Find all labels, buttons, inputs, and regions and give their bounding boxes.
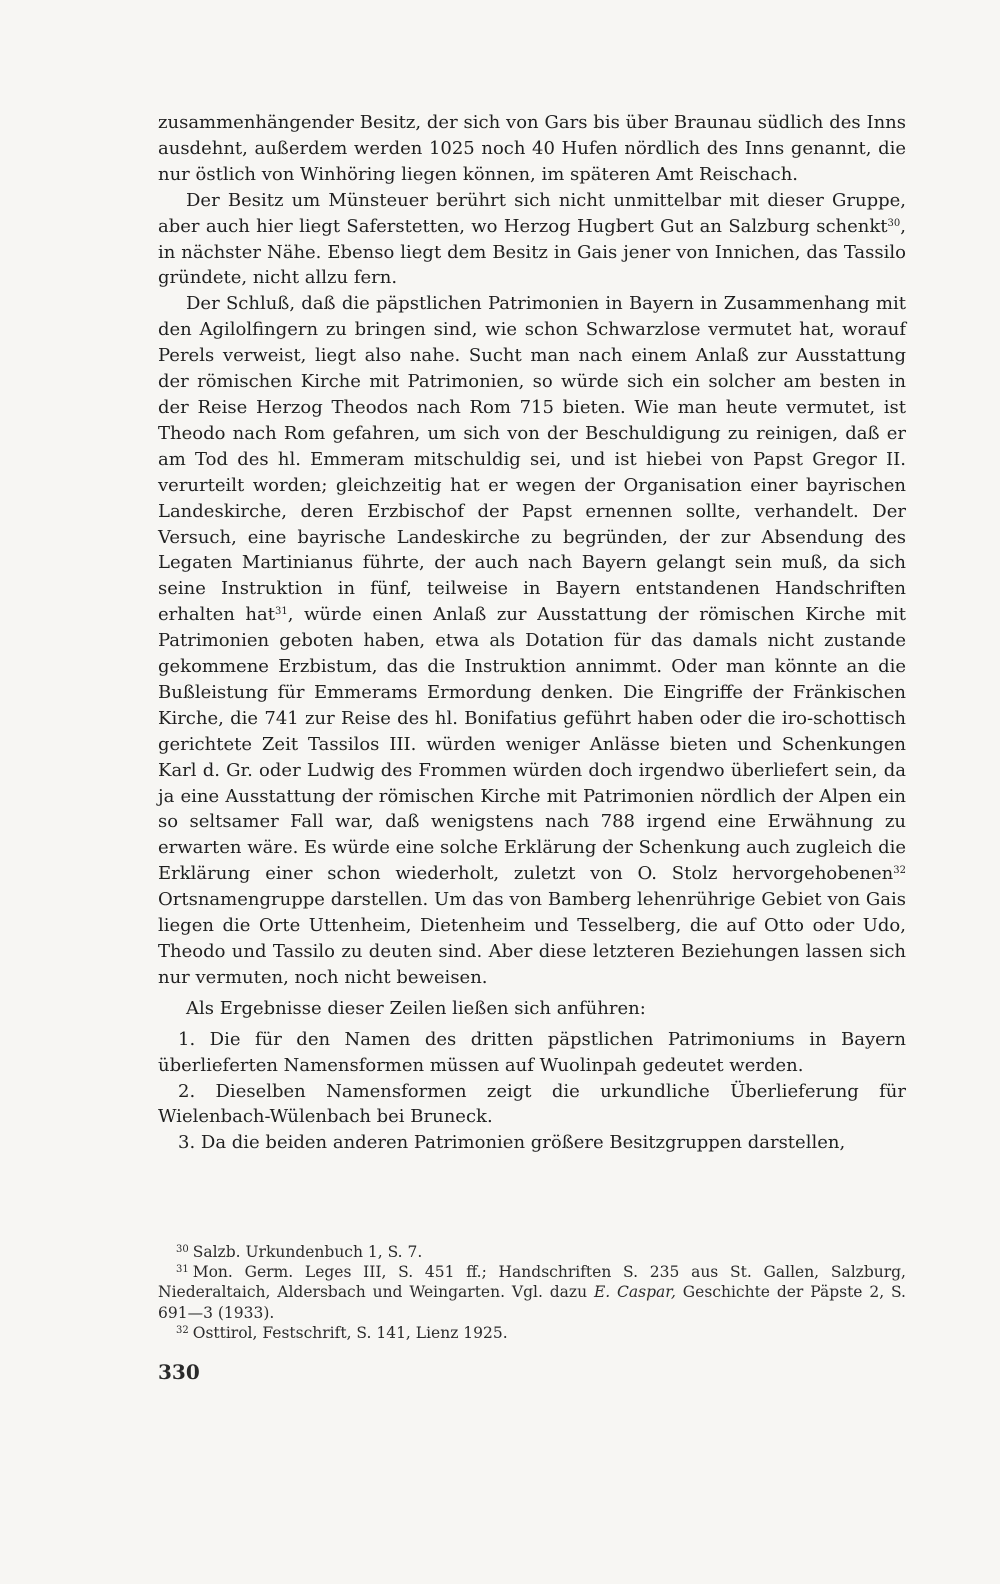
footnote-31-text-b: Geschichte der Päpste 2, S. 691—3 (1933). [158,1283,906,1322]
footnote-31-author: E. Caspar, [593,1283,676,1302]
paragraph-3-text-b: , würde einen Anlaß zur Ausstattung der römischen Kirche mit Patrimonien geboten haben, etwa als Dotation für das damals nicht zustande gekommene Erzbistum, das die Instruktion annimmt. Oder man könnte an die Bußleistung für Emmerams Ermordung denken. Die Eingriffe der Fränkischen Kirche, die 741 zur Reise des hl. Bonifatius geführt haben oder die iro-schottisch gerichtete Zeit Tassilos III. würden weniger Anlässe bieten und Schenkungen Karl d. Gr. oder Ludwig des Frommen würden doch irgendwo überliefert sein, da ja eine Ausstattung der römischen Kirche mit Patrimonien nördlich der Alpen ein so seltsamer Fall war, daß wenigstens nach 788 irgend eine Erwähnung zu erwarten wäre. Es würde eine solche Erklärung der Schenkung auch zugleich die Erklärung einer schon wiederholt, zuletzt von O. Stolz hervorgehobenen [158,604,906,885]
footnote-31-text-a: Mon. Germ. Leges III, S. 451 ff.; Handschriften S. 235 aus St. Gallen, Salzburg, Niederaltaich, Aldersbach und Weingarten. Vgl. dazu [158,1263,906,1302]
footnote-32-text: Osttirol, Festschrift, S. 141, Lienz 1925. [192,1323,508,1342]
footnote-32 [158,1323,906,1343]
paragraph-1-text: zusammenhängender Besitz, der sich von Gars bis über Braunau südlich des Inns ausdehnt, außerdem werden 1025 noch 40 Hufen nördlich des Inns genannt, die nur östlich von Winhöring liegen können, im späteren Amt Reischach. [158,112,906,185]
footnote-32-number: 32 [176,1324,189,1336]
main-text [158,110,906,1156]
paragraph-4-text: Als Ergebnisse dieser Zeilen ließen sich anführen: [186,997,646,1019]
result-item-2 [158,1079,906,1131]
paragraph-4 [158,996,906,1022]
paragraph-3-text-a: Der Schluß, daß die päpstlichen Patrimonien in Bayern in Zusammenhang mit den Agilolfingern zu bringen sind, wie schon Schwarzlose vermutet hat, worauf Perels verweist, liegt also nahe. Sucht man nach einem Anlaß zur Ausstattung der römischen Kirche mit Patrimonien, so würde sich ein solcher am besten in der Reise Herzog Theodos nach Rom 715 bieten. Wie man heute vermutet, ist Theodo nach Rom gefahren, um sich von der Beschuldigung zu reinigen, daß er am Tod des hl. Emmeram mitschuldig sei, und ist hiebei von Papst Gregor II. verurteilt worden; gleichzeitig hat er wegen der Organisation einer bayrischen Landeskirche, deren Erzbischof der Papst ernennen sollte, verhandelt. Der Versuch, eine bayrische Landeskirche zu begründen, der zur Absendung des Legaten Martinianus führte, der auch nach Bayern gelangt sein muß, da sich seine Instruktion in fünf, teilweise in Bayern entstandenen Handschriften erhalten hat [158,293,906,626]
paragraph-3-text-c: Ortsnamengruppe darstellen. Um das von Bamberg lehenrührige Gebiet von Gais liegen die Orte Uttenheim, Dietenheim und Tesselberg, die auf Otto oder Udo, Theodo und Tassilo zu deuten sind. Aber diese letzteren Beziehungen lassen sich nur vermuten, noch nicht beweisen. [158,889,906,988]
footnote-ref-32: 32 [893,865,906,877]
paragraph-3 [158,291,906,990]
result-item-3 [158,1130,906,1156]
paragraph-2-text-a: Der Besitz um Münsteuer berührt sich nicht unmittelbar mit dieser Gruppe, aber auch hier liegt Saferstetten, wo Herzog Hugbert Gut an Salzburg schenkt [158,189,906,237]
result-item-1-text: 1. Die für den Namen des dritten päpstlichen Patrimoniums in Bayern überlieferten Namensformen müssen auf Wuolinpah gedeutet werden. [158,1028,906,1076]
paragraph-2 [158,188,906,292]
footnote-ref-31: 31 [274,606,288,618]
footnote-31-number: 31 [176,1264,189,1276]
footnotes [158,1242,906,1343]
footnote-30-number: 30 [176,1244,189,1255]
result-item-2-text: 2. Dieselben Namensformen zeigt die urkundliche Überlieferung für Wielenbach-Wülenbach bei Bruneck. [158,1080,906,1128]
result-item-1 [158,1027,906,1079]
footnote-30-text: Salzb. Urkundenbuch 1, S. 7. [192,1243,423,1261]
paragraph-1 [158,110,906,188]
result-item-3-text: 3. Da die beiden anderen Patrimonien größere Besitzgruppen darstellen, [178,1132,846,1154]
footnote-31 [158,1262,906,1323]
page-number: 330 [158,1360,200,1384]
paragraph-2-text-b: , in nächster Nähe. Ebenso liegt dem Besitz in Gais jener von Innichen, das Tassilo gründete, nicht allzu fern. [158,215,906,289]
footnote-30 [158,1242,906,1262]
footnote-ref-30: 30 [887,217,901,229]
